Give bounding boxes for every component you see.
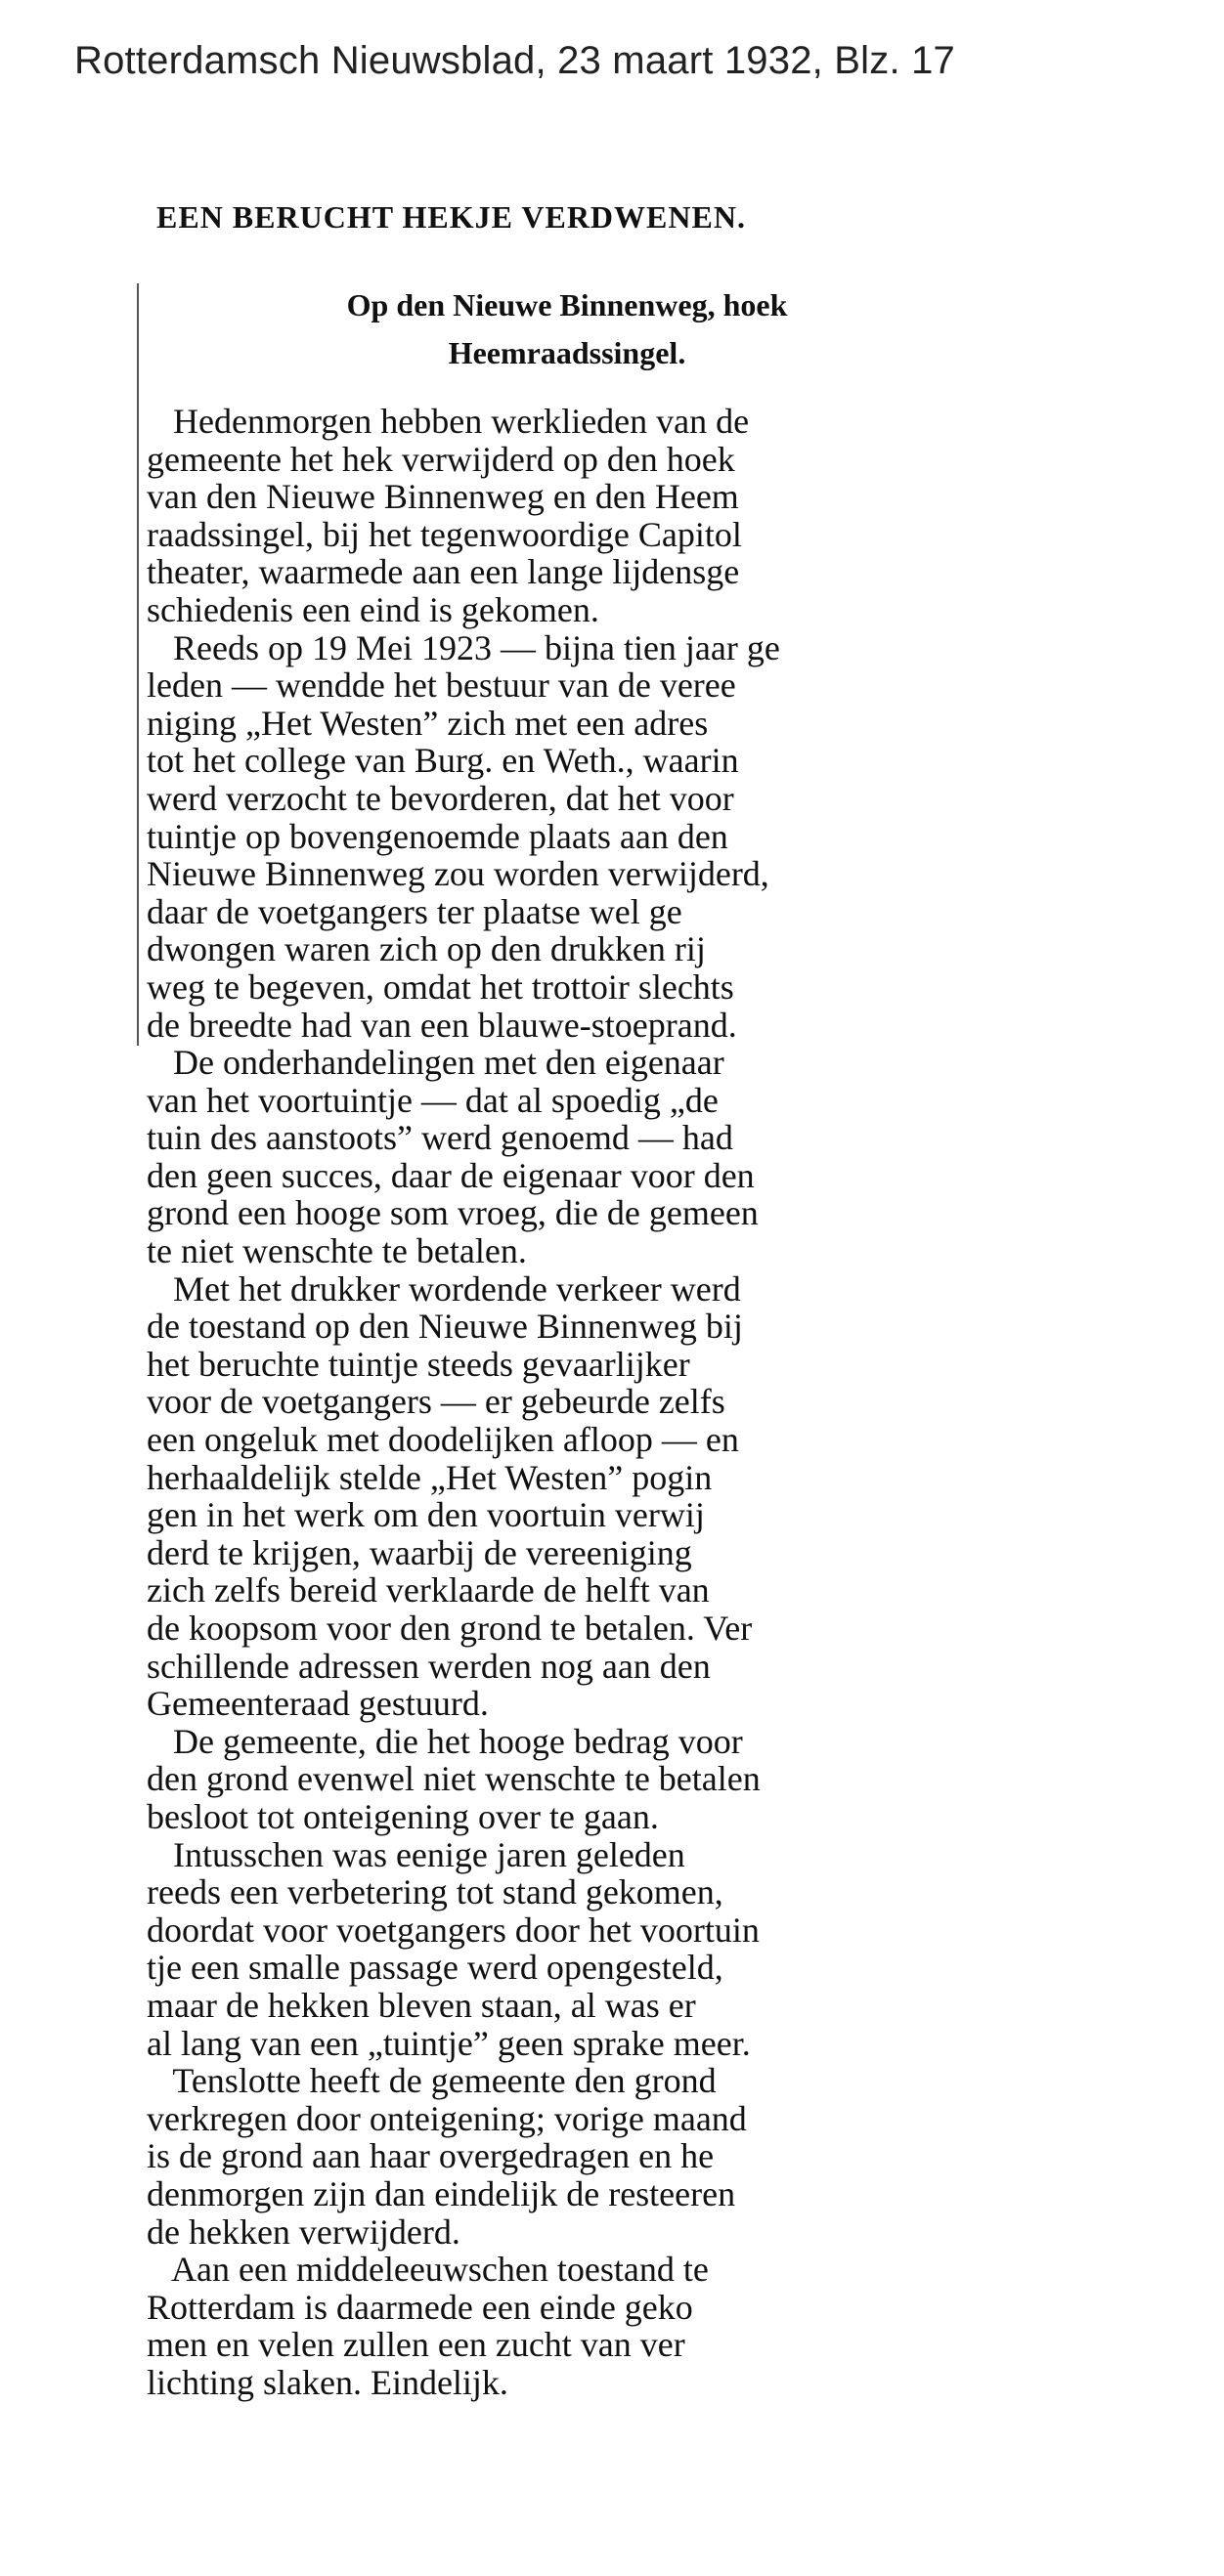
page-caption: Rotterdamsch Nieuwsblad, 23 maart 1932, Blz. 17 — [74, 39, 955, 82]
article-line: is de grond aan haar overgedragen en he — [147, 2136, 715, 2176]
article-line: theater, waarmede aan een lange lijdensge — [147, 552, 740, 592]
article-line: de hekken verwijderd. — [147, 2211, 460, 2252]
article-line: De gemeente, die het hooge bedrag voor — [147, 1721, 743, 1761]
article-headline: EEN BERUCHT HEKJE VERDWENEN. — [156, 199, 746, 235]
article-line: een ongeluk met doodelijken afloop — en — [147, 1420, 739, 1460]
article-line: Nieuwe Binnenweg zou worden verwijderd, — [147, 854, 769, 894]
article-line: de koopsom voor den grond te betalen. Ver — [147, 1609, 753, 1648]
article-line: Intusschen was eenige jaren geleden — [147, 1834, 685, 1874]
article-line: dwongen waren zich op den drukken rij — [147, 929, 706, 969]
article-line: denmorgen zijn dan eindelijk de resteeren — [147, 2173, 736, 2213]
article-line: Tenslotte heeft de gemeente den grond — [147, 2061, 717, 2101]
article-line: den grond evenwel niet wenschte te betalen — [147, 1759, 761, 1799]
article-line: zich zelfs bereid verklaarde de helft van — [147, 1570, 710, 1610]
article-line: voor de voetgangers — er gebeurde zelfs — [147, 1382, 725, 1422]
article-line: de breedte had van een blauwe-stoeprand. — [147, 1005, 737, 1045]
article-line: grond een hooge som vroeg, die de gemeen — [147, 1193, 759, 1233]
article-line: lichting slaken. Eindelijk. — [147, 2362, 508, 2402]
article-line: men en velen zullen een zucht van ver — [147, 2325, 685, 2365]
article-line: daar de voetgangers ter plaatse wel ge — [147, 891, 682, 931]
article-line: Rotterdam is daarmede een einde geko — [147, 2287, 693, 2327]
article-line: doordat voor voetgangers door het voortuin — [147, 1910, 760, 1950]
article-line: het beruchte tuintje steeds gevaarlijker — [147, 1344, 690, 1384]
article-line: de toestand op den Nieuwe Binnenweg bij — [147, 1307, 743, 1347]
article-line: weg te begeven, omdat het trottoir slechts — [147, 966, 734, 1007]
article-line: gemeente het hek verwijderd op den hoek — [147, 439, 735, 479]
article-line: Reeds op 19 Mei 1923 — bijna tien jaar ge — [147, 627, 780, 667]
article-line: van het voortuintje — dat al spoedig „de — [147, 1080, 719, 1120]
article-line: Gemeenteraad gestuurd. — [147, 1684, 489, 1724]
article-line: tje een smalle passage werd opengesteld, — [147, 1948, 723, 1988]
newspaper-clipping — [137, 186, 997, 2531]
article-subhead-location: Heemraadssingel. — [448, 335, 686, 370]
article-line: schillende adressen werden nog aan den — [147, 1646, 711, 1686]
article-body — [147, 403, 978, 2401]
article-line: tot het college van Burg. en Weth., waarin — [147, 741, 739, 781]
article-line: Met het drukker wordende verkeer werd — [147, 1268, 741, 1309]
article-line: raadssingel, bij het tegenwoordige Capitol — [147, 514, 742, 554]
article-line: schiedenis een eind is gekomen. — [147, 589, 599, 629]
article-subhead: Op den Nieuwe Binnenweg, hoek — [346, 287, 788, 322]
article-line: den geen succes, daar de eigenaar voor den — [147, 1155, 755, 1195]
article-line: reeds een verbetering tot stand gekomen, — [147, 1872, 723, 1912]
article-line: al lang van een „tuintje” geen sprake meer. — [147, 2023, 751, 2063]
article-line: herhaaldelijk stelde „Het Westen” pogin — [147, 1457, 713, 1497]
article-line: verkregen door onteigening; vorige maand — [147, 2098, 747, 2138]
article-line: De onderhandelingen met den eigenaar — [147, 1043, 724, 1083]
article-line: werd verzocht te bevorderen, dat het voor — [147, 778, 734, 818]
column-rule — [137, 283, 139, 1046]
article-line: Hedenmorgen hebben werklieden van de — [147, 402, 750, 441]
article-line: derd te krijgen, waarbij de vereeniging — [147, 1532, 692, 1572]
article-line: Aan een middeleeuwschen toestand te — [147, 2250, 709, 2290]
article-line: van den Nieuwe Binnenweg en den Heem — [147, 477, 739, 517]
article-line: besloot tot onteigening over te gaan. — [147, 1796, 659, 1836]
article-line: leden — wendde het bestuur van de veree — [147, 665, 736, 706]
article-line: tuintje op bovengenoemde plaats aan den — [147, 816, 728, 856]
article-line: te niet wenschte te betalen. — [147, 1231, 527, 1271]
article-line: tuin des aanstoots” werd genoemd — had — [147, 1118, 733, 1158]
article-line: maar de hekken bleven staan, al was er — [147, 1985, 696, 2025]
article-line: gen in het werk om den voortuin verwij — [147, 1495, 705, 1535]
article-line: niging „Het Westen” zich met een adres — [147, 703, 709, 743]
